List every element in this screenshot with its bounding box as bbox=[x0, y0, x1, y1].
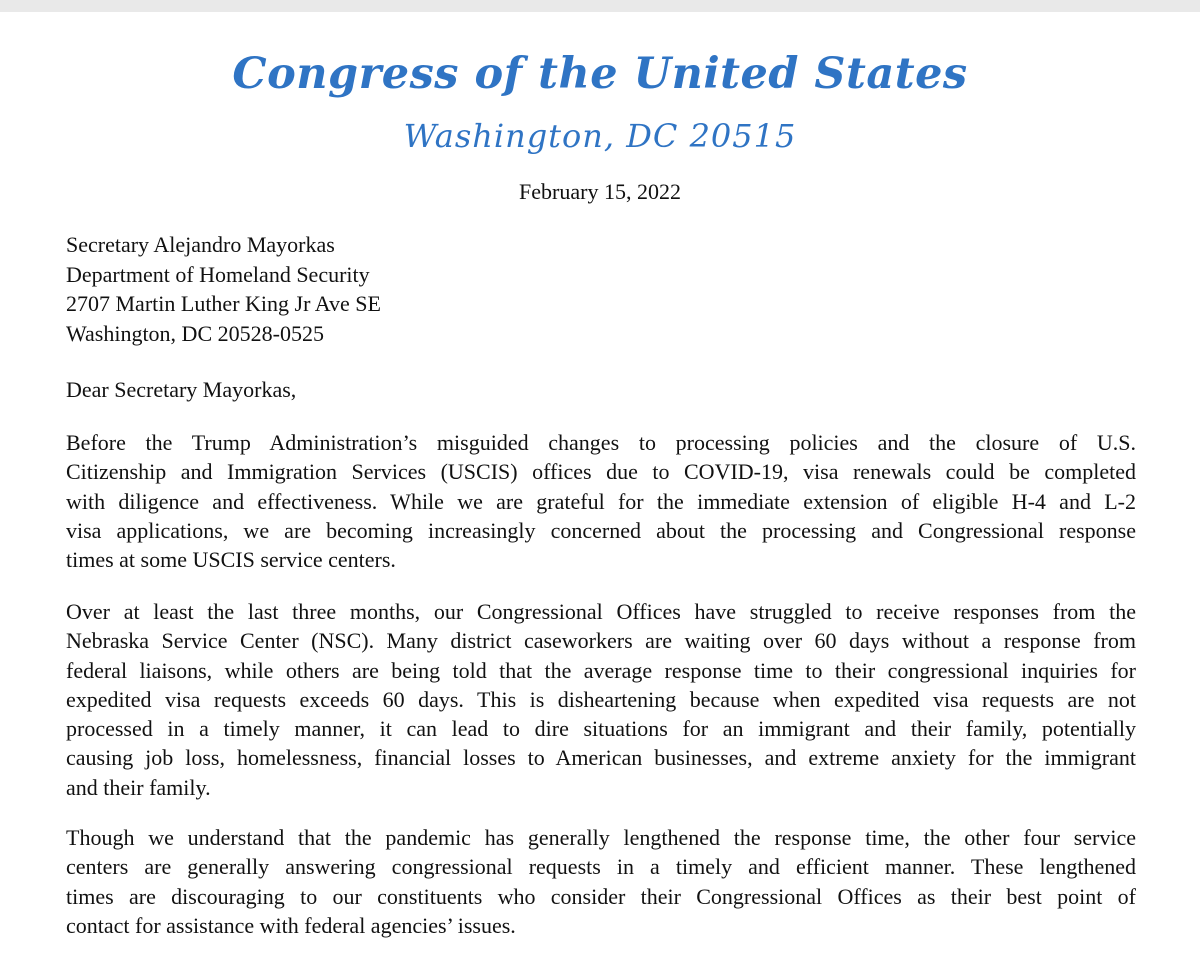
paragraph-line: with diligence and effectiveness. While we are grateful for the immediate extension of eligible H-4 and L-2 bbox=[66, 488, 1136, 514]
recipient-address bbox=[66, 230, 866, 348]
salutation: Dear Secretary Mayorkas, bbox=[66, 377, 297, 402]
paragraph-line: processed in a timely manner, it can lead to dire situations for an immigrant and their family, potentially bbox=[66, 716, 1136, 742]
paragraph-line: visa applications, we are becoming increasingly concerned about the processing and Congressional response bbox=[66, 517, 1136, 543]
paragraph-3 bbox=[66, 823, 1136, 940]
paragraph-line: times at some USCIS service centers. bbox=[66, 547, 396, 573]
paragraph-line: federal liaisons, while others are being told that the average response time to their congressional inquiries for bbox=[66, 657, 1136, 683]
paragraph-line: Citizenship and Immigration Services (USCIS) offices due to COVID-19, visa renewals could be completed bbox=[66, 459, 1136, 485]
paragraph-line: Though we understand that the pandemic has generally lengthened the response time, the other four service bbox=[66, 825, 1136, 850]
recipient-street: 2707 Martin Luther King Jr Ave SE bbox=[66, 291, 381, 316]
recipient-department: Department of Homeland Security bbox=[66, 261, 370, 287]
top-bar bbox=[0, 0, 1200, 12]
letter-date: February 15, 2022 bbox=[519, 179, 681, 204]
recipient-city: Washington, DC 20528-0525 bbox=[66, 320, 324, 346]
recipient-name: Secretary Alejandro Mayorkas bbox=[66, 232, 335, 257]
paragraph-line: Before the Trump Administration’s misguided changes to processing policies and the closure of U.S. bbox=[66, 430, 1136, 455]
paragraph-line: times are discouraging to our constituents who consider their Congressional Offices as their best point of bbox=[66, 883, 1136, 909]
paragraph-line: causing job loss, homelessness, financial losses to American businesses, and extreme anxiety for the immigrant bbox=[66, 745, 1136, 771]
paragraph-line: Over at least the last three months, our Congressional Offices have struggled to receive responses from the bbox=[66, 599, 1136, 624]
paragraph-line: expedited visa requests exceeds 60 days. This is disheartening because when expedited visa requests are not bbox=[66, 686, 1136, 712]
paragraph-2 bbox=[66, 597, 1136, 802]
paragraph-line: centers are generally answering congressional requests in a timely and efficient manner. These lengthened bbox=[66, 854, 1136, 880]
letterhead-title: Congress of the United States bbox=[232, 49, 968, 99]
paragraph-line: Nebraska Service Center (NSC). Many district caseworkers are waiting over 60 days without a response from bbox=[66, 628, 1136, 654]
paragraph-line: contact for assistance with federal agencies’ issues. bbox=[66, 912, 516, 938]
paragraph-1 bbox=[66, 428, 1136, 574]
paragraph-line: and their family. bbox=[66, 774, 211, 800]
letterhead-subtitle: Washington, DC 20515 bbox=[403, 117, 797, 155]
